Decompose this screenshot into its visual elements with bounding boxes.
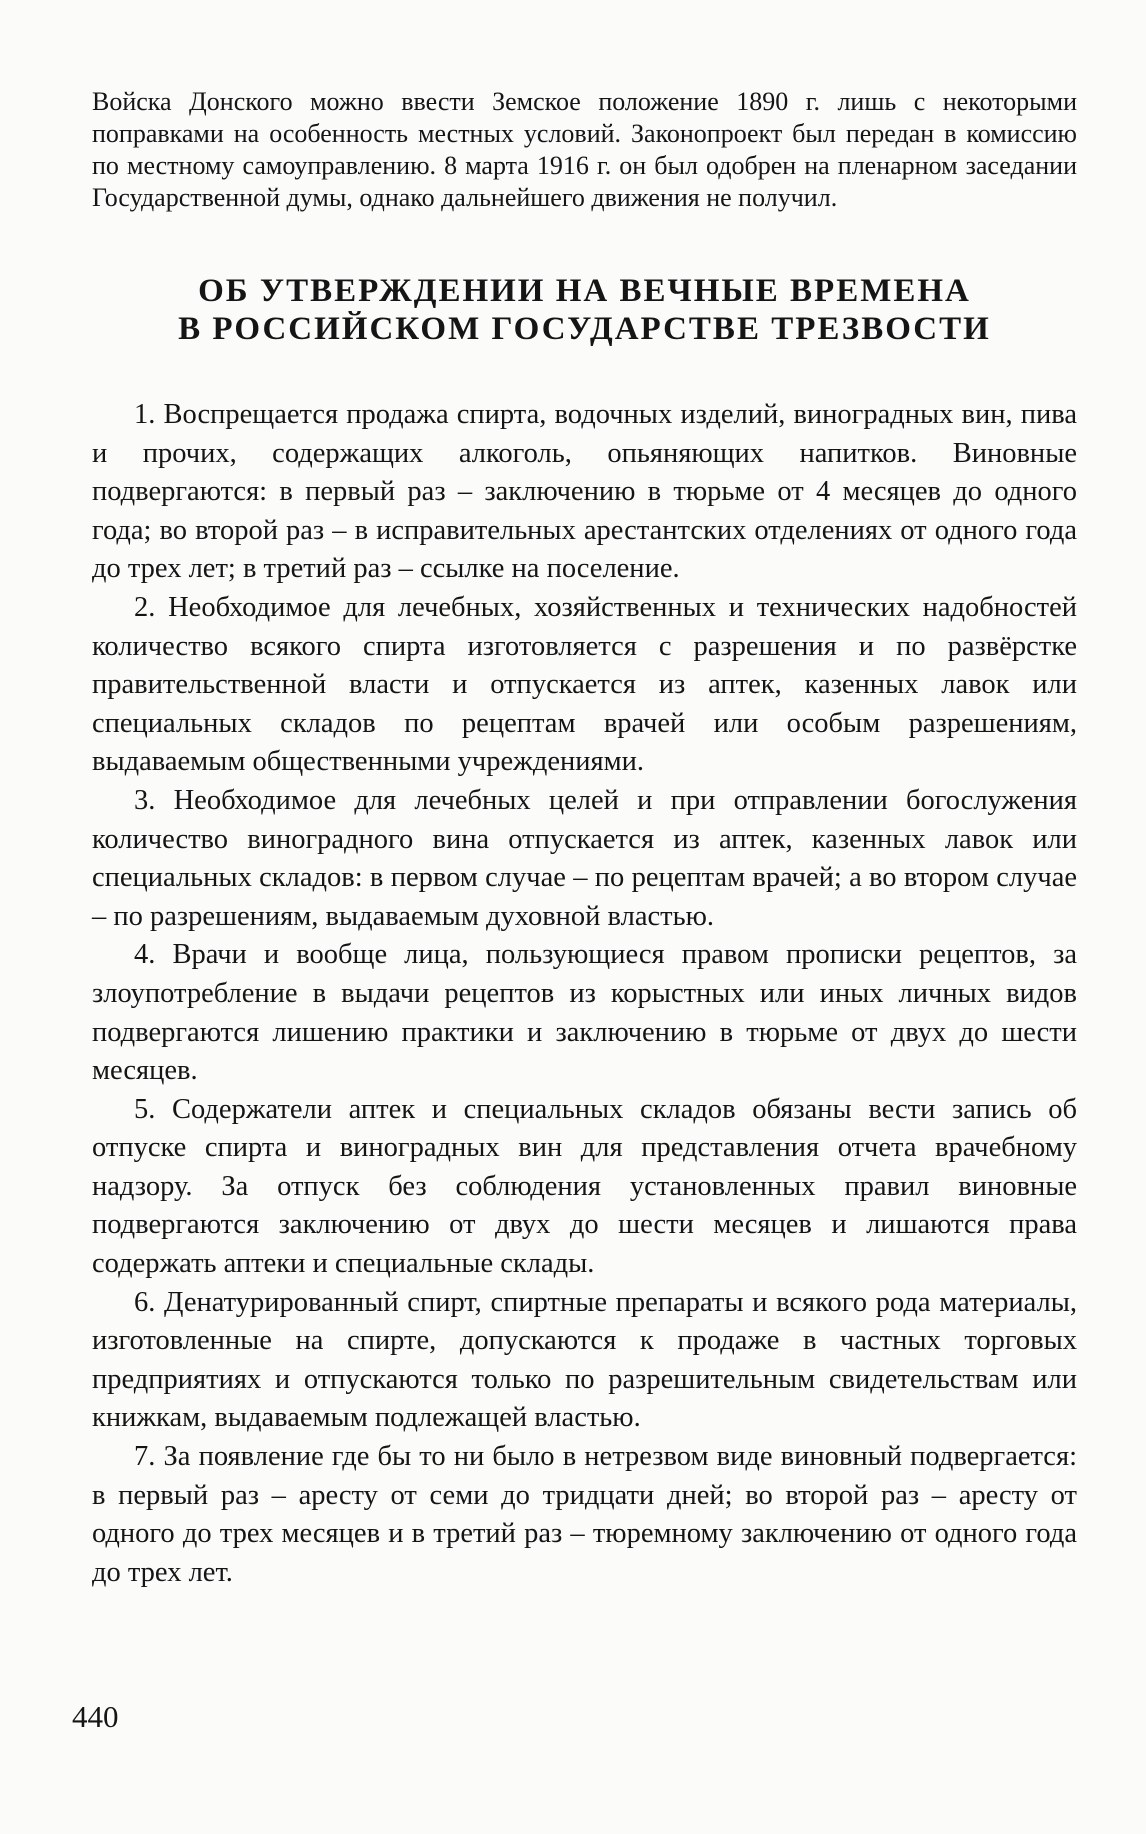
heading-line-1: ОБ УТВЕРЖДЕНИИ НА ВЕЧНЫЕ ВРЕМЕНА bbox=[198, 273, 971, 309]
intro-paragraph: Войска Донского можно ввести Земское положение 1890 г. лишь с некоторыми поправками на особенность местных условий. Законопроект был передан в комиссию по местному самоуправлению. 8 марта 1916 г. он был одобрен на пленарном заседании Государственной думы, однако дальнейшего движения не получил. bbox=[92, 87, 1077, 212]
law-item-1: 1. Воспрещается продажа спирта, водочных изделий, виноградных вин, пива и прочих, содержащих алкоголь, опьяняющих напитков. Виновные подвергаются: в первый раз – заключению в тюрьме от 4 месяцев до одного года; во второй раз – в исправительных арестантских отделениях от одного года до трех лет; в третий раз – ссылке на поселение. bbox=[92, 399, 1077, 585]
law-item-4: 4. Врачи и вообще лица, пользующиеся правом прописки рецептов, за злоупотребление в выдачи рецептов из корыстных или иных личных видов подвергаются лишению практики и заключению в тюрьме от двух до шести месяцев. bbox=[92, 939, 1077, 1087]
text-column bbox=[92, 86, 1077, 1592]
page-number: 440 bbox=[72, 1699, 119, 1734]
law-item-3: 3. Необходимое для лечебных целей и при отправлении богослужения количество виноградного вина отпускается из аптек, казенных лавок или специальных складов: в первом случае – по рецептам врачей; а во втором случае – по разрешениям, выдаваемым духовной властью. bbox=[92, 784, 1077, 932]
law-item-7: 7. За появление где бы то ни было в нетрезвом виде виновный подвергается: в первый раз – аресту от семи до тридцати дней; во второй раз – аресту от одного до трех месяцев и в третий раз – тюремному заключению от одного года до трех лет. bbox=[92, 1441, 1077, 1588]
law-item-5: 5. Содержатели аптек и специальных складов обязаны вести запись об отпуске спирта и виноградных вин для представления отчета врачебному надзору. За отпуск без соблюдения установленных правил виновные подвергаются заключению от двух до шести месяцев и лишаются права содержать аптеки и специальные склады. bbox=[92, 1093, 1077, 1280]
heading-line-2: В РОССИЙСКОМ ГОСУДАРСТВЕ ТРЕЗВОСТИ bbox=[178, 311, 991, 347]
law-item-6: 6. Денатурированный спирт, спиртные препараты и всякого рода материалы, изготовленные на спирте, допускаются к продаже в частных торговых предприятиях и отпускаются только по разрешительным свидетельствам или книжкам, выдаваемым подлежащей властью. bbox=[92, 1286, 1077, 1434]
law-item-2: 2. Необходимое для лечебных, хозяйственных и технических надобностей количество всякого спирта изготовляется с разрешения и по развёрстке правительственной власти и отпускается из аптек, казенных лавок или специальных складов по рецептам врачей или особым разрешениям, выдаваемым общественными учреждениями. bbox=[92, 591, 1077, 778]
section-heading bbox=[92, 272, 1077, 348]
